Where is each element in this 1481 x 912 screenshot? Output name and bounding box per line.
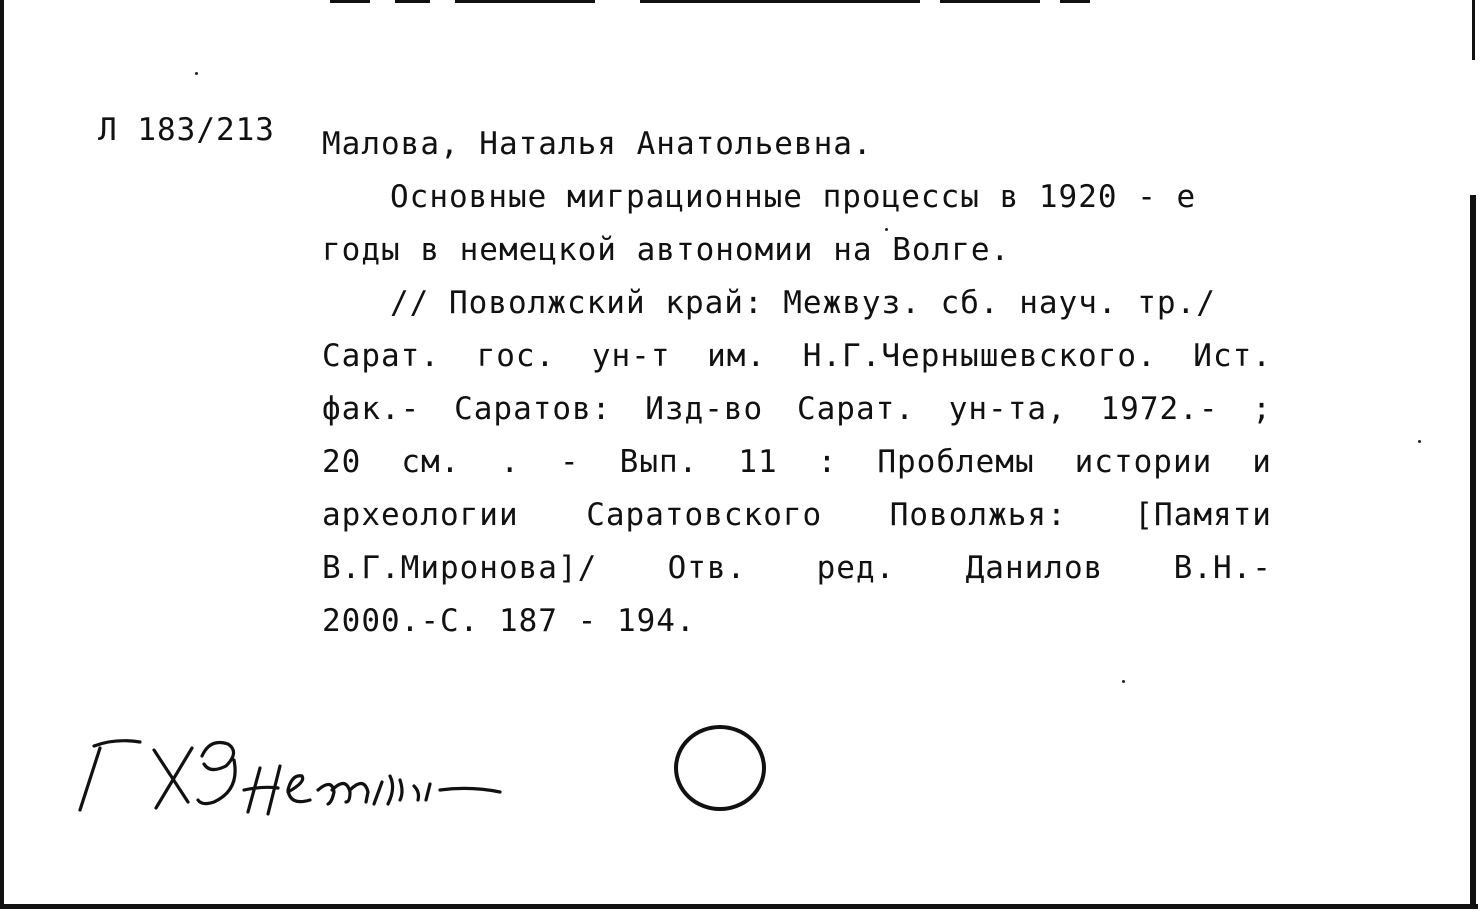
call-number: Л 183/213 <box>98 112 275 148</box>
scan-artifact <box>330 0 370 3</box>
word: Н.Г.Чернышевского. <box>802 338 1157 374</box>
word: Сарат. <box>322 338 440 374</box>
source-line-6 <box>322 542 1272 595</box>
stamp-circle-mark <box>672 722 772 818</box>
word: : <box>817 444 838 480</box>
word: гос. <box>476 338 556 374</box>
scan-artifact <box>640 0 920 3</box>
scan-artifact <box>940 0 1040 3</box>
scan-artifact <box>395 0 430 3</box>
scan-artifact <box>1060 0 1090 3</box>
scan-speck <box>195 72 198 75</box>
word: 11 <box>738 444 778 480</box>
card-left-border <box>0 0 4 905</box>
word: Саратовского <box>586 497 823 533</box>
handwritten-note <box>70 720 630 830</box>
word: им. <box>707 338 767 374</box>
card-right-border <box>1470 195 1476 909</box>
word: ред. <box>816 550 896 586</box>
word: истории <box>1074 444 1213 480</box>
word: [Памяти <box>1134 497 1272 533</box>
word: Ист. <box>1193 338 1272 374</box>
word: ун-т <box>591 338 671 374</box>
word: . <box>500 444 520 480</box>
word: фак.- <box>322 391 421 427</box>
scan-speck <box>1418 440 1421 443</box>
title-line-2: годы в немецкой автономии на Волге. <box>322 232 1011 268</box>
word: археологии <box>322 497 519 533</box>
scan-speck <box>1122 680 1125 683</box>
word: Поволжья: <box>889 497 1067 533</box>
word: В.Н.- <box>1173 550 1272 586</box>
author-heading: Малова, Наталья Анатольевна. <box>322 126 873 162</box>
source-line-2 <box>322 330 1272 383</box>
word: Изд-во <box>645 391 764 427</box>
scan-artifact <box>455 0 595 3</box>
title-line-1: Основные миграционные процессы в 1920 - е <box>390 179 1197 215</box>
word: Данилов <box>965 550 1104 586</box>
card-bottom-border <box>0 904 1478 909</box>
word: см. <box>401 444 461 480</box>
word: 1972.- <box>1100 391 1219 427</box>
source-line-4 <box>322 436 1272 489</box>
source-line-3 <box>322 383 1272 436</box>
card-top-right-border <box>1472 0 1475 60</box>
source-line-1: // Поволжский край: Межвуз. сб. науч. тр./ <box>390 285 1216 321</box>
word: Сарат. <box>796 391 915 427</box>
bibliographic-entry <box>322 118 1272 648</box>
word: ун-та, <box>948 391 1067 427</box>
word: - <box>560 444 580 480</box>
word: Проблемы <box>877 444 1035 480</box>
word: Саратов: <box>454 391 612 427</box>
word: ; <box>1252 391 1272 427</box>
word: 20 <box>322 444 362 480</box>
word: Отв. <box>667 550 747 586</box>
source-line-5 <box>322 489 1272 542</box>
source-line-7: 2000.-С. 187 - 194. <box>322 603 696 639</box>
word: и <box>1252 444 1272 480</box>
word: Вып. <box>619 444 699 480</box>
word: В.Г.Миронова]/ <box>322 550 598 586</box>
